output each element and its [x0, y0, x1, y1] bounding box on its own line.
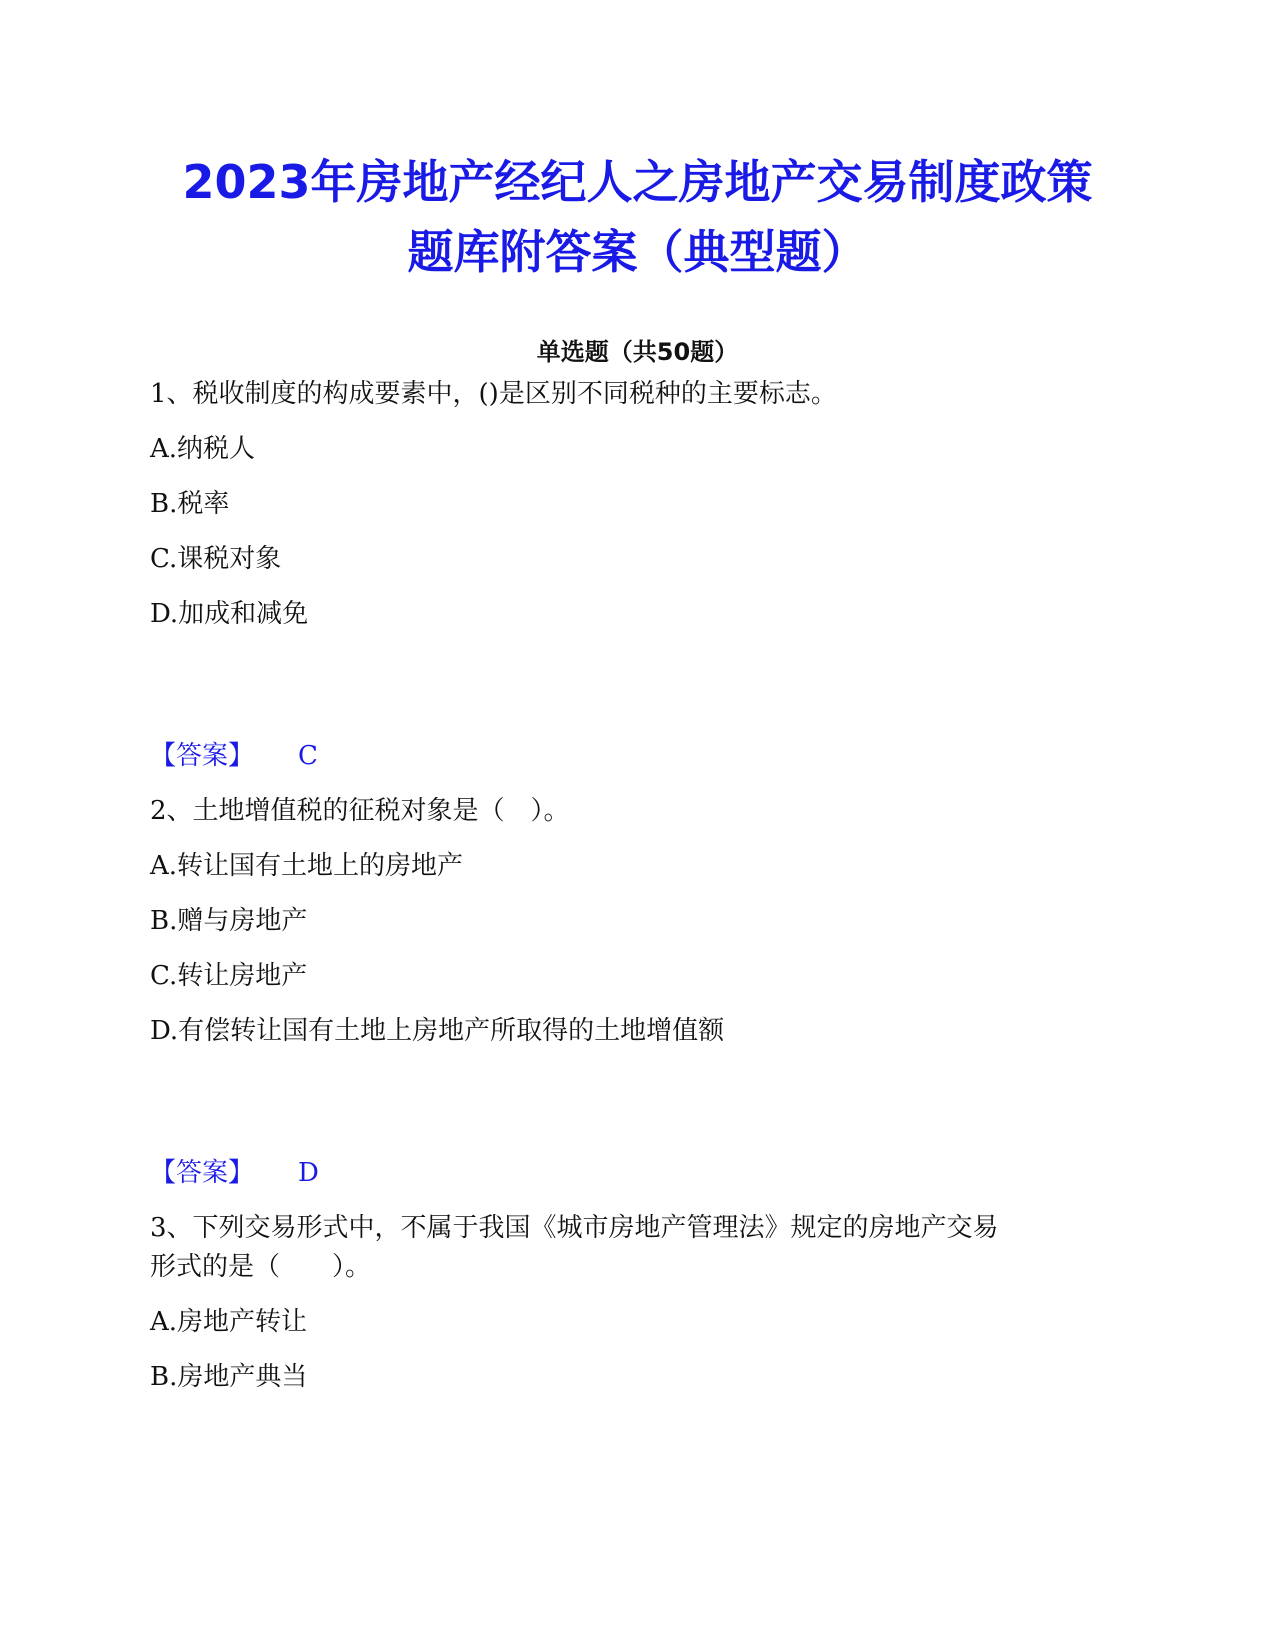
answer-value: C	[298, 741, 318, 771]
question-3-option-a: A.房地产转让	[150, 1307, 308, 1337]
question-2-option-b: B.赠与房地产	[150, 906, 308, 936]
question-1-option-d: D.加成和减免	[150, 599, 309, 629]
question-2-option-d: D.有偿转让国有土地上房地产所取得的土地增值额	[150, 1016, 725, 1046]
question-3-stem-line-2: 形式的是（ ）。	[150, 1252, 372, 1282]
question-2-answer	[150, 1155, 319, 1191]
question-2-option-a: A.转让国有土地上的房地产	[150, 851, 464, 881]
question-2-stem: 2、土地增值税的征税对象是（ ）。	[150, 796, 570, 826]
question-3-stem-line-1: 3、下列交易形式中，不属于我国《城市房地产管理法》规定的房地产交易	[150, 1213, 999, 1243]
question-2-option-c: C.转让房地产	[150, 961, 308, 991]
answer-label: 【答案】	[150, 1158, 255, 1188]
question-1-stem: 1、税收制度的构成要素中，()是区别不同税种的主要标志。	[150, 379, 837, 409]
answer-value: D	[298, 1158, 319, 1188]
document-title-line-1: 2023年房地产经纪人之房地产交易制度政策	[182, 155, 1093, 209]
question-3-option-b: B.房地产典当	[150, 1362, 308, 1392]
section-heading: 单选题（共50题）	[536, 338, 739, 366]
answer-label: 【答案】	[150, 741, 255, 771]
question-1-option-a: A.纳税人	[150, 434, 256, 464]
question-1-option-b: B.税率	[150, 489, 230, 519]
document-title-line-2: 题库附答案（典型题）	[407, 225, 868, 279]
question-1-answer	[150, 738, 318, 774]
question-1-option-c: C.课税对象	[150, 544, 282, 574]
